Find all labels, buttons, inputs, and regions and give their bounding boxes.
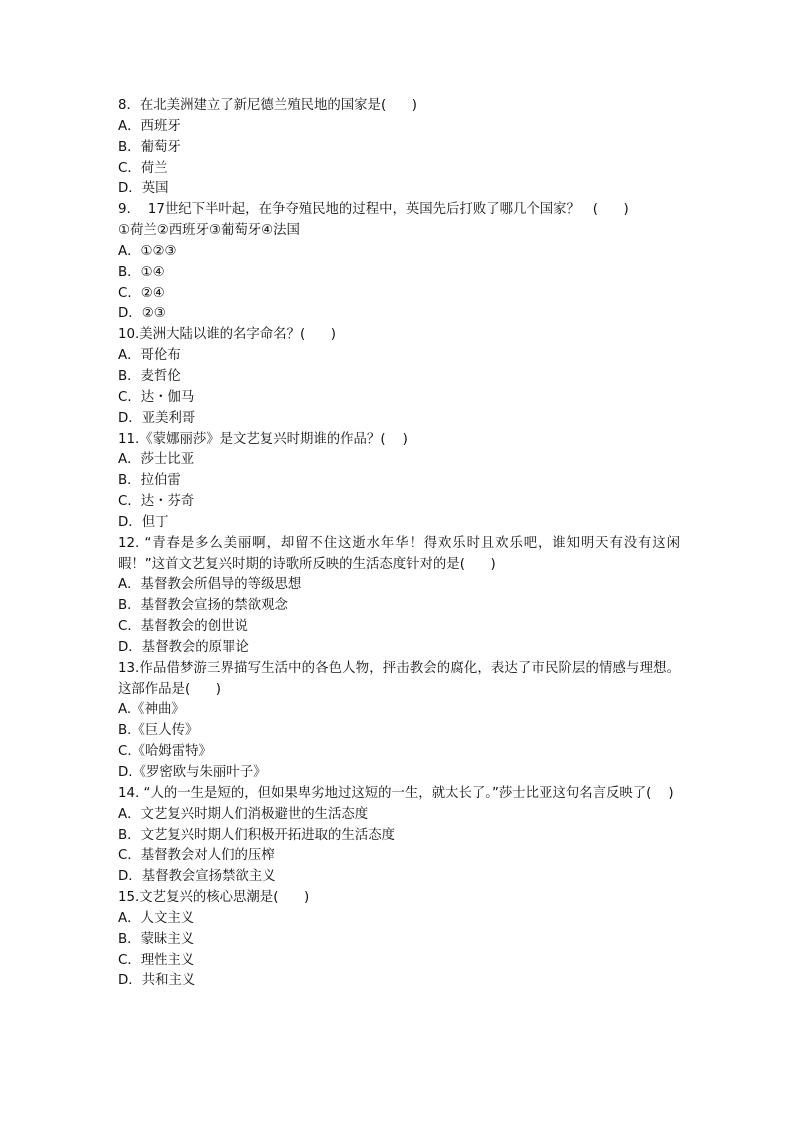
answer-option: A.《神曲》: [118, 702, 185, 718]
answer-option: A．西班牙: [118, 118, 181, 134]
question-block: [118, 96, 680, 200]
question-block: [118, 534, 680, 659]
answer-option: D．英国: [118, 181, 169, 197]
document-body: [118, 96, 680, 992]
question-block: [118, 784, 680, 888]
question-block: [118, 659, 680, 784]
answer-option: B．蒙昧主义: [118, 931, 195, 947]
answer-option: D．但丁: [118, 514, 169, 530]
answer-option: C．达・芬奇: [118, 494, 195, 510]
answer-option: D.《罗密欧与朱丽叶子》: [118, 765, 267, 780]
answer-option: A．基督教会所倡导的等级思想: [118, 577, 302, 593]
question-block: [118, 325, 680, 429]
answer-option: D．基督教会的原罪论: [118, 639, 249, 655]
answer-option: C．基督教会对人们的压榨: [118, 848, 275, 864]
answer-option: D．②③: [118, 306, 166, 322]
question-stem: 10.美洲大陆以谁的名字命名？( ): [118, 327, 336, 343]
question-stem: 11.《蒙娜丽莎》是文艺复兴时期谁的作品？( ): [118, 431, 408, 447]
answer-option: C．理性主义: [118, 952, 195, 968]
question-stem: 12. “青春是多么美丽啊，却留不住这逝水年华！得欢乐时且欢乐吧，谁知明天有没有这闲暇！”这首文艺复兴时期的诗歌所反映的生活态度针对的是( ): [118, 535, 680, 572]
answer-option: B．麦哲伦: [118, 368, 181, 384]
question-stem: 15.文艺复兴的核心思潮是( ): [118, 890, 310, 906]
answer-option: B．①④: [118, 264, 165, 280]
answer-option: C．基督教会的创世说: [118, 619, 248, 635]
question-stem: 8．在北美洲建立了新尼德兰殖民地的国家是( ): [118, 98, 417, 113]
answer-option: B．文艺复兴时期人们积极开拓进取的生活态度: [118, 827, 395, 843]
question-block: [118, 888, 680, 992]
answer-option: A．莎士比亚: [118, 452, 195, 468]
answer-option: C．②④: [118, 285, 165, 301]
answer-option: A．①②③: [118, 243, 177, 259]
answer-option: D．基督教会宣扬禁欲主义: [118, 869, 276, 885]
answer-option: C．达・伽马: [118, 389, 195, 405]
question-stem: 13.作品借梦游三界描写生活中的各色人物，抨击教会的腐化，表达了市民阶层的情感与理想。这部作品是( ): [118, 660, 680, 697]
question-block: [118, 200, 680, 325]
question-stem: 9. 17世纪下半叶起，在争夺殖民地的过程中，英国先后打败了哪几个国家？ ( ): [118, 202, 629, 218]
answer-option: B.《巨人传》: [118, 723, 199, 739]
answer-option: A．人文主义: [118, 910, 195, 926]
answer-option: D．亚美利哥: [118, 410, 196, 426]
question-stem: 14. “人的一生是短的，但如果卑劣地过这短的一生，就太长了。”莎士比亚这句名言反映了( ): [118, 785, 674, 801]
question-block: [118, 430, 680, 534]
answer-option: A．文艺复兴时期人们消极避世的生活态度: [118, 806, 369, 822]
question-subitems: ①荷兰②西班牙③葡萄牙④法国: [118, 223, 300, 239]
answer-option: C．荷兰: [118, 160, 168, 176]
answer-option: A．哥伦布: [118, 348, 181, 364]
answer-option: B．基督教会宣扬的禁欲观念: [118, 598, 288, 614]
answer-option: B．拉伯雷: [118, 473, 181, 489]
answer-option: B．葡萄牙: [118, 139, 181, 155]
answer-option: C.《哈姆雷特》: [118, 744, 212, 760]
answer-option: D．共和主义: [118, 973, 196, 989]
